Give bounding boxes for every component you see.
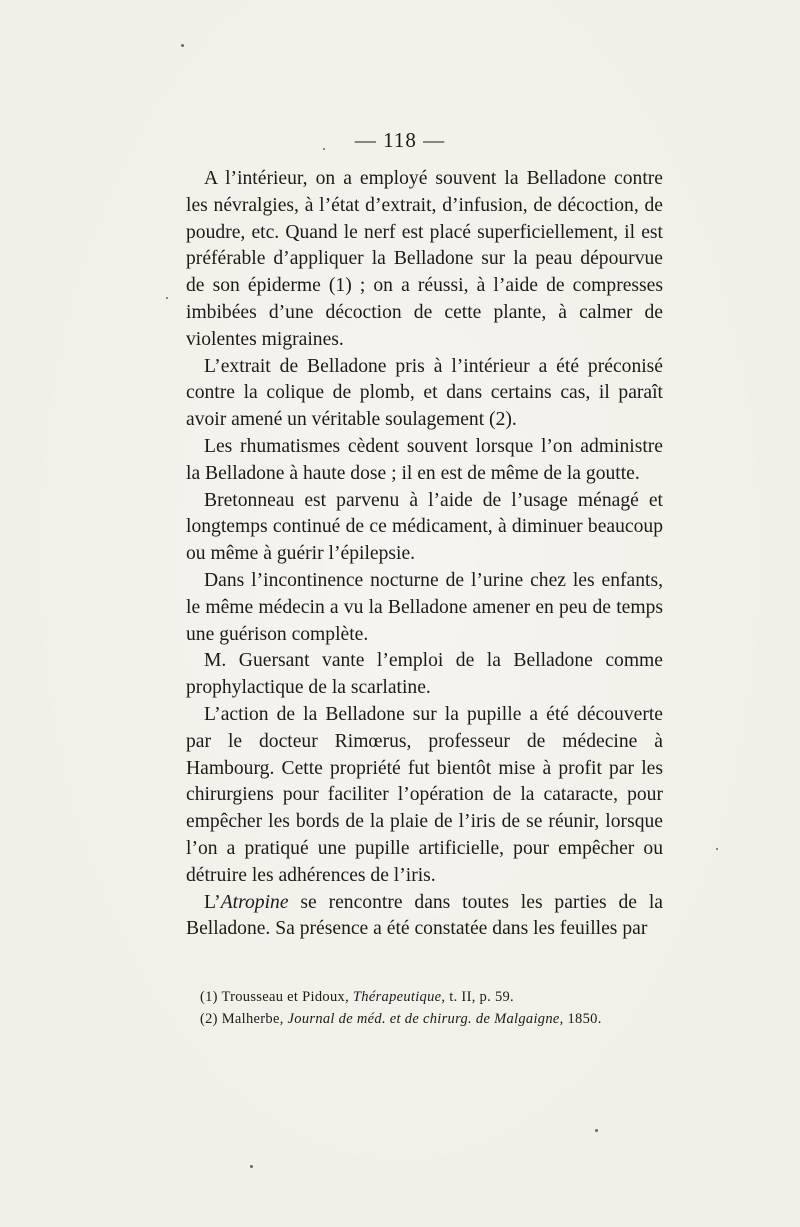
footnote-2-mark: (2) bbox=[200, 1011, 218, 1027]
paragraph-8-italic: Atropine bbox=[220, 891, 289, 913]
footnote-2 bbox=[200, 1008, 670, 1030]
footnote-1-before: Trousseau et Pidoux, bbox=[217, 989, 353, 1005]
footnote-2-italic: Journal de méd. et de chirurg. de Malgaigne bbox=[287, 1011, 560, 1027]
paragraph-6: M. Guersant vante l’emploi de la Belladone comme prophylactique de la scarlatine. bbox=[186, 650, 663, 699]
paragraph-8-text: se rencontre dans toutes les parties de la Belladone. Sa présence a été constatée dans les feuilles par bbox=[186, 891, 663, 940]
footnotes bbox=[200, 986, 670, 1030]
footnote-2-before: Malherbe, bbox=[217, 1011, 288, 1027]
paragraph-5: Dans l’incontinence nocturne de l’urine chez les enfants, le même médecin a vu la Belladone amener en peu de temps une guérison complète. bbox=[186, 569, 663, 645]
footnote-1-italic: Thérapeutique bbox=[352, 989, 442, 1005]
paper-speck bbox=[181, 44, 184, 47]
footnote-1 bbox=[200, 986, 670, 1008]
body-text bbox=[186, 166, 663, 943]
paragraph-1: A l’intérieur, on a employé souvent la Belladone contre les névralgies, à l’état d’extrait, d’infusion, de décoction, de poudre, etc. Quand le nerf est placé superficiellement, il est préférable d’appliquer la Belladone sur la peau dépourvue de son épiderme (1) ; on a réussi, à l’aide de compresses imbibées d’une décoction de cette plante, à calmer de violentes migraines. bbox=[186, 168, 663, 350]
paper-speck bbox=[166, 297, 168, 299]
page-number: — 118 — bbox=[354, 128, 446, 152]
paragraph-2: L’extrait de Belladone pris à l’intérieur a été préconisé contre la colique de plomb, et dans certains cas, il paraît avoir amené un véritable soulagement (2). bbox=[186, 355, 663, 431]
paper-speck bbox=[250, 1165, 253, 1168]
paper-speck bbox=[323, 148, 325, 150]
footnote-1-mark: (1) bbox=[200, 989, 218, 1005]
paragraph-7: L’action de la Belladone sur la pupille a été découverte par le docteur Rimœrus, professeur de médecine à Hambourg. Cette propriété fut bientôt mise à profit par les chirurgiens pour faciliter l’opération de la cataracte, pour empêcher les bords de la plaie de l’iris de se réunir, lorsque l’on a pratiqué une pupille artificielle, pour empêcher ou détruire les adhérences de l’iris. bbox=[186, 703, 663, 886]
paper-speck bbox=[595, 1129, 598, 1132]
paper-speck bbox=[716, 848, 718, 850]
paragraph-3: Les rhumatismes cèdent souvent lorsque l’on administre la Belladone à haute dose ; il en est de même de la goutte. bbox=[186, 435, 663, 484]
paragraph-8 bbox=[186, 890, 663, 944]
paragraph-8-lead: L’ bbox=[204, 891, 221, 913]
paragraph-4: Bretonneau est parvenu à l’aide de l’usage ménagé et longtemps continué de ce médicament, à diminuer beaucoup ou même à guérir l’épilepsie. bbox=[186, 489, 663, 565]
footnote-2-after: , 1850. bbox=[559, 1011, 602, 1027]
footnote-1-after: , t. II, p. 59. bbox=[441, 989, 514, 1005]
